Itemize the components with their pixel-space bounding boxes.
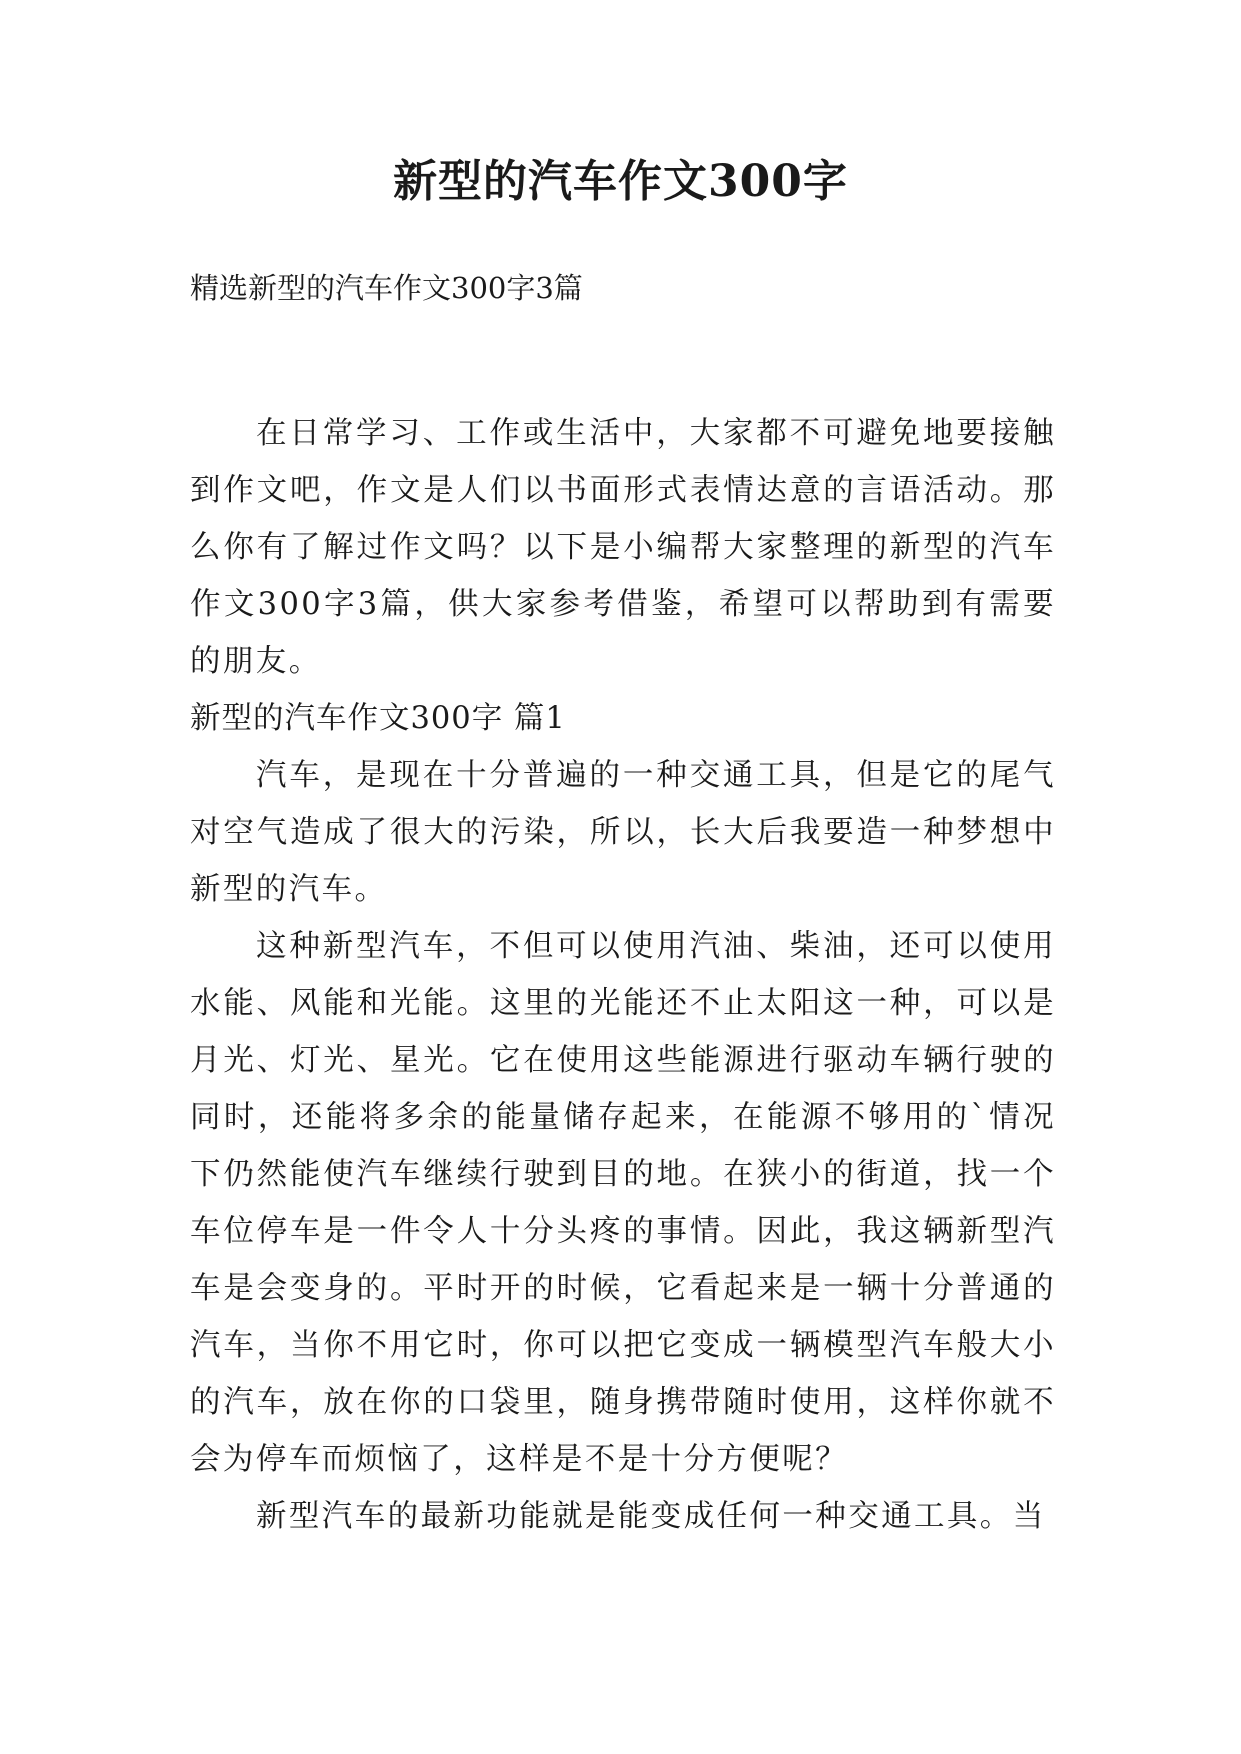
body-paragraph: 汽车，是现在十分普遍的一种交通工具，但是它的尾气对空气造成了很大的污染，所以，长大后我要造一种梦想中新型的汽车。 <box>190 758 1056 907</box>
document-title: 新型的汽车作文300字 <box>393 156 848 207</box>
intro-paragraph: 在日常学习、工作或生活中，大家都不可避免地要接触到作文吧，作文是人们以书面形式表情达意的言语活动。那么你有了解过作文吗？以下是小编帮大家整理的新型的汽车作文300字3篇，供大家参考借鉴，希望可以帮助到有需要的朋友。 <box>190 416 1056 679</box>
document-subtitle: 精选新型的汽车作文300字3篇 <box>190 271 583 305</box>
section-heading: 新型的汽车作文300字 篇1 <box>190 701 566 736</box>
document-body <box>190 405 1056 1545</box>
body-paragraph: 这种新型汽车，不但可以使用汽油、柴油，还可以使用水能、风能和光能。这里的光能还不止太阳这一种，可以是月光、灯光、星光。它在使用这些能源进行驱动车辆行驶的同时，还能将多余的能量储存起来，在能源不够用的`情况下仍然能使汽车继续行驶到目的地。在狭小的街道，找一个车位停车是一件令人十分头疼的事情。因此，我这辆新型汽车是会变身的。平时开的时候，它看起来是一辆十分普通的汽车，当你不用它时，你可以把它变成一辆模型汽车般大小的汽车，放在你的口袋里，随身携带随时使用，这样你就不会为停车而烦恼了，这样是不是十分方便呢？ <box>190 929 1056 1477</box>
body-paragraph: 新型汽车的最新功能就是能变成任何一种交通工具。当 <box>256 1499 1046 1534</box>
